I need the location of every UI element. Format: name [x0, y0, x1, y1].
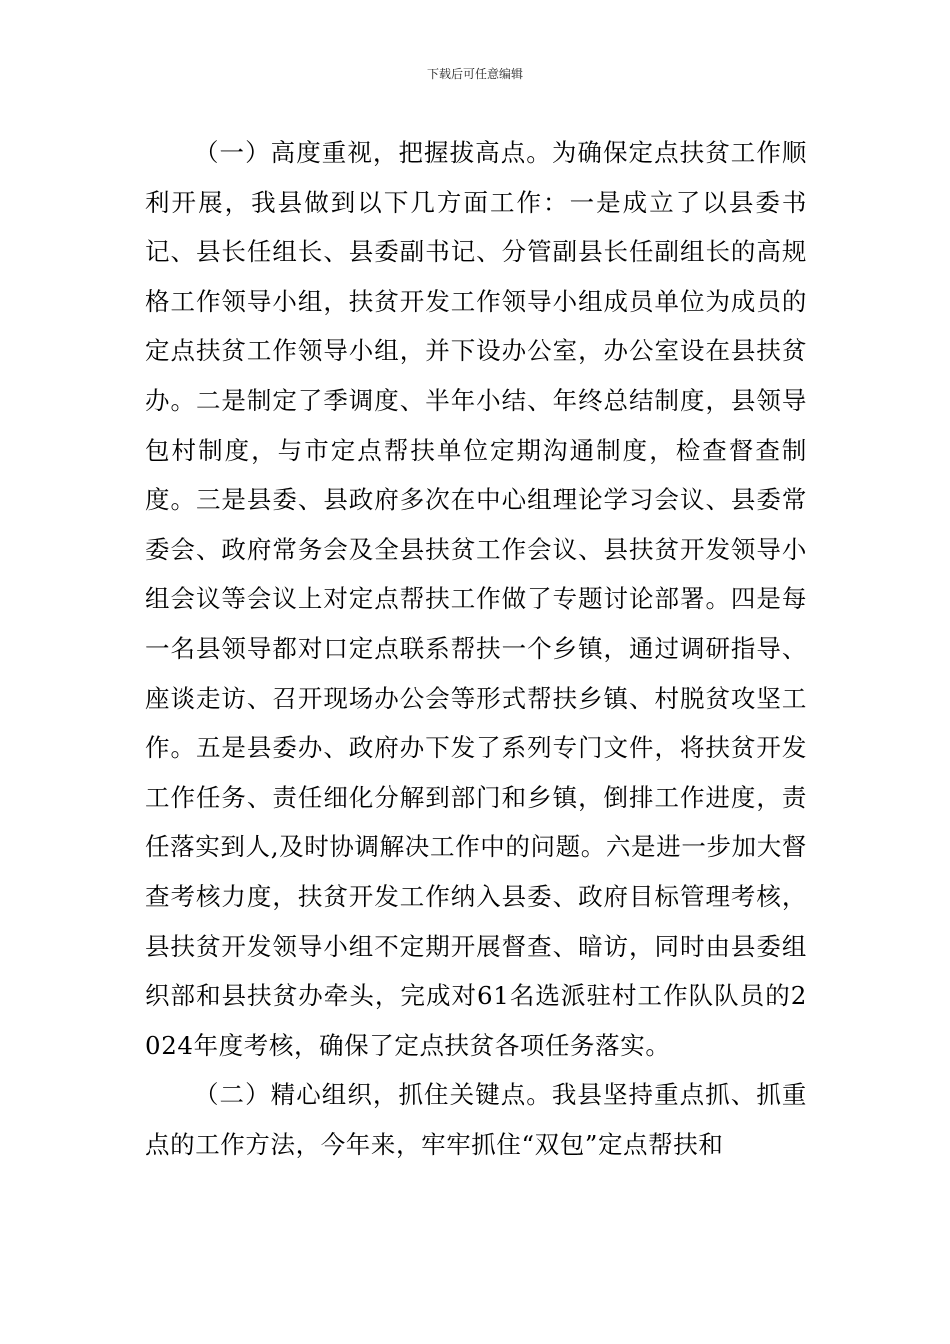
paragraph-1: （一）高度重视，把握拔高点。为确保定点扶贫工作顺利开展，我县做到以下几方面工作：一是成立了以县委书记、县长任组长、县委副书记、分管副县长任副组长的高规格工作领导小组，扶贫开发工作领导小组成员单位为成员的定点扶贫工作领导小组，并下设办公室，办公室设在县扶贫办。二是制定了季调度、半年小结、年终总结制度，县领导包村制度，与市定点帮扶单位定期沟通制度，检查督查制度。三是县委、县政府多次在中心组理论学习会议、县委常委会、政府常务会及全县扶贫工作会议、县扶贫开发领导小组会议等会议上对定点帮扶工作做了专题讨论部署。四是每一名县领导都对口定点联系帮扶一个乡镇，通过调研指导、座谈走访、召开现场办公会等形式帮扶乡镇、村脱贫攻坚工作。五是县委办、政府办下发了系列专门文件，将扶贫开发工作任务、责任细化分解到部门和乡镇，倒排工作进度，责任落实到人,及时协调解决工作中的问题。六是进一步加大督查考核力度，扶贫开发工作纳入县委、政府目标管理考核，县扶贫开发领导小组不定期开展督查、暗访，同时由县委组织部和县扶贫办牵头，完成对61名选派驻村工作队队员的2024年度考核，确保了定点扶贫各项任务落实。: [145, 138, 807, 1060]
paragraph-2: （二）精心组织，抓住关键点。我县坚持重点抓、抓重点的工作方法，今年来，牢牢抓住“双包”定点帮扶和: [145, 1080, 807, 1159]
page-header-note: 下载后可任意编辑: [426, 67, 523, 81]
document-body: [145, 128, 807, 1169]
